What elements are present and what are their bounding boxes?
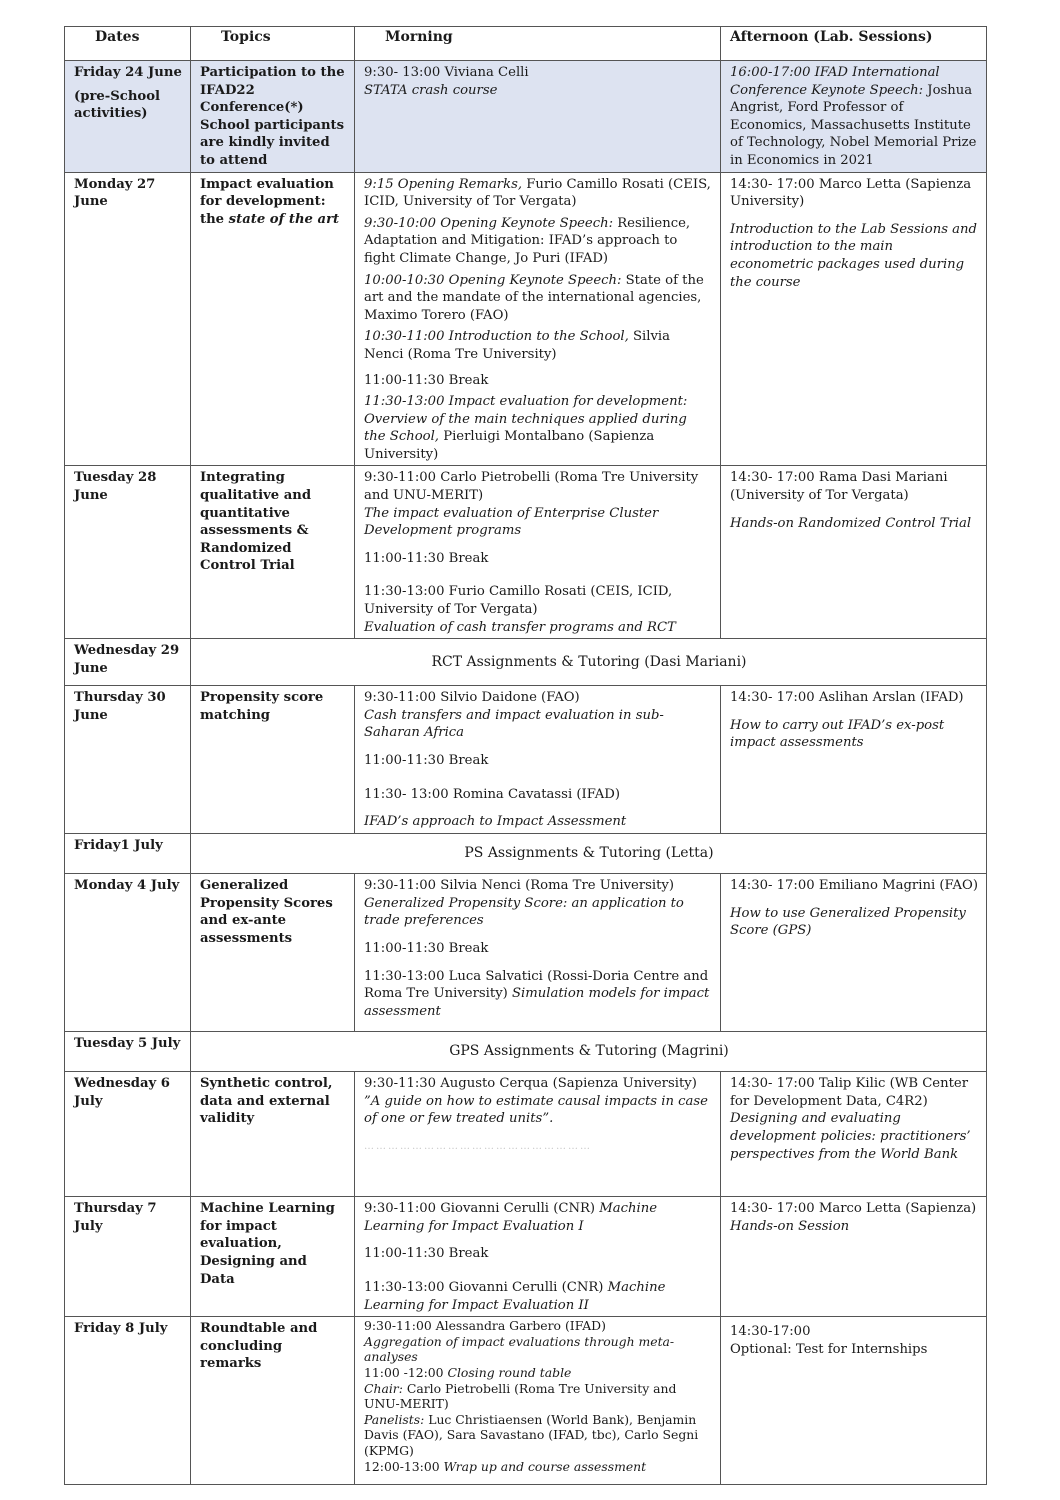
session-line: 11:30-13:00 Furio Camillo Rosati (CEIS, ICID, University of Tor Vergata) xyxy=(364,584,673,618)
date-cell: Tuesday 5 July xyxy=(65,1032,191,1072)
tutoring-cell: RCT Assignments & Tutoring (Dasi Mariani) xyxy=(191,639,987,686)
date-cell: Monday 27 June xyxy=(65,172,191,466)
table-row xyxy=(65,686,987,834)
date-cell xyxy=(65,61,191,173)
session-line xyxy=(364,393,712,463)
session-text: 11:30-13:00 Giovanni Cerulli (CNR) xyxy=(364,1280,604,1295)
tutoring-cell: GPS Assignments & Tutoring (Magrini) xyxy=(191,1032,987,1072)
session-line: 9:30-11:00 Alessandra Garbero (IFAD) xyxy=(364,1318,606,1334)
break-line: 11:00-11:30 Break xyxy=(364,550,489,566)
morning-cell xyxy=(355,61,721,173)
lab-title: How to carry out IFAD’s ex-post impact assessments xyxy=(730,717,945,751)
morning-cell xyxy=(355,1317,721,1485)
date-cell: Monday 4 July xyxy=(65,874,191,1032)
session-title: Evaluation of cash transfer programs and RCT xyxy=(364,619,676,635)
session-line: 9:30- 13:00 Viviana Celli xyxy=(364,65,529,80)
morning-cell xyxy=(355,686,721,834)
header-morning: Morning xyxy=(355,27,721,61)
lab-title: Designing and evaluating development policies: practitioners’ perspectives from the World Bank xyxy=(730,1111,971,1162)
session-label: 10:00-10:30 Opening Keynote Speech: xyxy=(364,272,622,288)
lab-line: 14:30- 17:00 Emiliano Magrini (FAO) xyxy=(730,878,978,894)
session-line xyxy=(364,176,712,211)
session-text: 11:30-13:00 Luca Salvatici (Rossi-Doria Centre and Roma Tre University) xyxy=(364,968,709,1002)
role-text: Luc Christiaensen (World Bank), Benjamin Davis (FAO), Sara Savastano (IFAD, tbc), Carlo Segni (KPMG) xyxy=(364,1411,699,1458)
session-title: Aggregation of impact evaluations through meta-analyses xyxy=(364,1333,675,1365)
break-line: 11:00-11:30 Break xyxy=(364,1246,489,1262)
lab-line: 14:30- 17:00 Talip Kilic (WB Center for Development Data, C4R2) xyxy=(730,1076,969,1109)
session-line xyxy=(364,1365,712,1381)
session-line xyxy=(364,1075,712,1128)
session-line xyxy=(364,1412,712,1459)
table-row xyxy=(65,834,987,874)
lab-title: Introduction to the Lab Sessions and introduction to the main econometric packages used during the course xyxy=(730,221,977,290)
table-row xyxy=(65,1317,987,1485)
session-title: Wrap up and course assessment xyxy=(439,1458,647,1474)
table-row xyxy=(65,172,987,466)
table-row xyxy=(65,61,987,173)
session-text: 9:30-11:00 Giovanni Cerulli (CNR) xyxy=(364,1201,596,1217)
session-title: STATA crash course xyxy=(364,82,498,98)
session-line xyxy=(364,272,712,325)
break-line: 11:00-11:30 Break xyxy=(364,941,489,956)
topic-text: Impact evaluation for development: the xyxy=(200,176,334,227)
keynote-speaker: Joshua Angrist, Ford Professor of Economics, Massachusetts Institute of Technology, Nobel Memorial Prize in Economics in 2021 xyxy=(730,82,977,168)
session-text: Furio Camillo Rosati (CEIS, ICID, University of Tor Vergata) xyxy=(364,176,711,210)
date-cell: Wednesday 29 June xyxy=(65,639,191,686)
tutoring-cell: PS Assignments & Tutoring (Letta) xyxy=(191,834,987,874)
session-title: IFAD’s approach to Impact Assessment xyxy=(364,814,627,830)
lab-title: Optional: Test for Internships xyxy=(730,1341,928,1357)
topic-cell: Machine Learning for impact evaluation, Designing and Data xyxy=(191,1197,355,1317)
afternoon-cell xyxy=(721,1317,987,1485)
session-line: 9:30-11:00 Carlo Pietrobelli (Roma Tre University and UNU-MERIT) xyxy=(364,470,699,504)
session-text: State of the art and the mandate of the international agencies, Maximo Torero (FAO) xyxy=(364,272,704,323)
session-line xyxy=(364,215,712,268)
dotted-placeholder: ………………………………………………… xyxy=(364,1141,592,1152)
morning-cell xyxy=(355,466,721,639)
morning-cell xyxy=(355,874,721,1032)
lab-line: 14:30- 17:00 Aslihan Arslan (IFAD) xyxy=(730,690,964,706)
morning-cell xyxy=(355,1072,721,1197)
header-row xyxy=(65,27,987,61)
session-title: ”A guide on how to estimate causal impacts in case of one or few treated units”. xyxy=(364,1093,708,1127)
lab-line: 14:30- 17:00 Rama Dasi Mariani (University of Tor Vergata) xyxy=(730,470,948,504)
lab-title: Hands-on Session xyxy=(730,1218,850,1234)
topic-cell: Roundtable and concluding remarks xyxy=(191,1317,355,1485)
session-time: 12:00-13:00 xyxy=(364,1458,440,1474)
afternoon-cell xyxy=(721,1072,987,1197)
lab-title: Hands-on Randomized Control Trial xyxy=(730,515,972,531)
session-line xyxy=(364,1381,712,1412)
table-row xyxy=(65,1072,987,1197)
afternoon-cell xyxy=(721,172,987,466)
session-title: Machine Learning for Impact Evaluation I xyxy=(364,1201,658,1234)
table-row xyxy=(65,874,987,1032)
topic-cell: Generalized Propensity Scores and ex-ante assessments xyxy=(191,874,355,1032)
date-cell: Friday 8 July xyxy=(65,1317,191,1485)
schedule-table xyxy=(64,26,987,1485)
session-line: 11:30- 13:00 Romina Cavatassi (IFAD) xyxy=(364,786,620,802)
afternoon-cell xyxy=(721,466,987,639)
session-line: 9:30-11:00 Silvia Nenci (Roma Tre University) xyxy=(364,878,675,894)
role-text: Carlo Pietrobelli (Roma Tre University and UNU-MERIT) xyxy=(364,1380,677,1412)
afternoon-cell xyxy=(721,61,987,173)
topic-cell: Participation to the IFAD22 Conference(*) School participants are kindly invited to attend xyxy=(191,61,355,173)
table-row xyxy=(65,639,987,686)
date-note: (pre-School activities) xyxy=(74,88,161,122)
session-line: 9:30-11:00 Silvio Daidone (FAO) xyxy=(364,690,580,706)
topic-emphasis: state of the art xyxy=(228,211,340,227)
date-cell: Wednesday 6 July xyxy=(65,1072,191,1197)
afternoon-cell xyxy=(721,686,987,834)
lab-title: How to use Generalized Propensity Score (GPS) xyxy=(730,905,966,939)
session-label: 10:30-11:00 Introduction to the School, xyxy=(364,329,629,345)
header-dates: Dates xyxy=(65,27,191,61)
date: Friday 24 June xyxy=(74,65,182,80)
session-label: 9:15 Opening Remarks, xyxy=(364,176,523,192)
table-row xyxy=(65,1197,987,1317)
session-title: Closing round table xyxy=(443,1364,572,1380)
session-time: 11:00 -12:00 xyxy=(364,1364,444,1380)
date-cell: Thursday 30 June xyxy=(65,686,191,834)
break-line: 11:00-11:30 Break xyxy=(364,753,489,768)
session-line xyxy=(364,328,712,363)
morning-cell xyxy=(355,172,721,466)
session-text: Silvia Nenci (Roma Tre University) xyxy=(364,329,670,362)
lab-line: 14:30-17:00 xyxy=(730,1324,811,1340)
morning-cell xyxy=(355,1197,721,1317)
afternoon-cell xyxy=(721,1197,987,1317)
session-text: 9:30-11:30 Augusto Cerqua (Sapienza University) xyxy=(364,1076,697,1092)
break-line: 11:00-11:30 Break xyxy=(364,372,489,388)
table-row xyxy=(65,466,987,639)
header-afternoon: Afternoon (Lab. Sessions) xyxy=(721,27,987,61)
session-title: Simulation models for impact assessment xyxy=(364,986,710,1019)
session-line xyxy=(364,1279,712,1314)
keynote-label: 16:00-17:00 IFAD International Conference Keynote Speech: xyxy=(730,65,940,98)
session-text: Resilience, Adaptation and Mitigation: IFAD’s approach to fight Climate Change, Jo Puri (IFAD) xyxy=(364,215,691,266)
session-line xyxy=(364,968,712,1021)
session-label: 9:30-10:00 Opening Keynote Speech: xyxy=(364,215,614,231)
session-title: Machine Learning for Impact Evaluation II xyxy=(364,1280,666,1313)
date-cell: Tuesday 28 June xyxy=(65,466,191,639)
topic-cell: Integrating qualitative and quantitative assessments & Randomized Control Trial xyxy=(191,466,355,639)
role-label: Panelists: xyxy=(364,1411,425,1427)
table-row xyxy=(65,1032,987,1072)
session-label: 11:30-13:00 Impact evaluation for development: Overview of the main techniques applied during the School, xyxy=(364,394,688,445)
header-topics: Topics xyxy=(191,27,355,61)
session-title: Cash transfers and impact evaluation in sub-Saharan Africa xyxy=(364,707,664,741)
topic-cell: Synthetic control, data and external validity xyxy=(191,1072,355,1197)
session-text: Pierluigi Montalbano (Sapienza University) xyxy=(364,429,655,462)
afternoon-cell xyxy=(721,874,987,1032)
date-cell: Thursday 7 July xyxy=(65,1197,191,1317)
session-line xyxy=(364,1200,712,1235)
lab-line: 14:30- 17:00 Marco Letta (Sapienza) xyxy=(730,1201,977,1217)
topic-cell: Propensity score matching xyxy=(191,686,355,834)
lab-line: 14:30- 17:00 Marco Letta (Sapienza University) xyxy=(730,176,972,210)
topic-cell xyxy=(191,172,355,466)
role-label: Chair: xyxy=(364,1380,403,1396)
date-cell: Friday1 July xyxy=(65,834,191,874)
session-line xyxy=(364,1459,712,1475)
session-title: The impact evaluation of Enterprise Cluster Development programs xyxy=(364,505,659,539)
session-title: Generalized Propensity Score: an application to trade preferences xyxy=(364,895,684,929)
